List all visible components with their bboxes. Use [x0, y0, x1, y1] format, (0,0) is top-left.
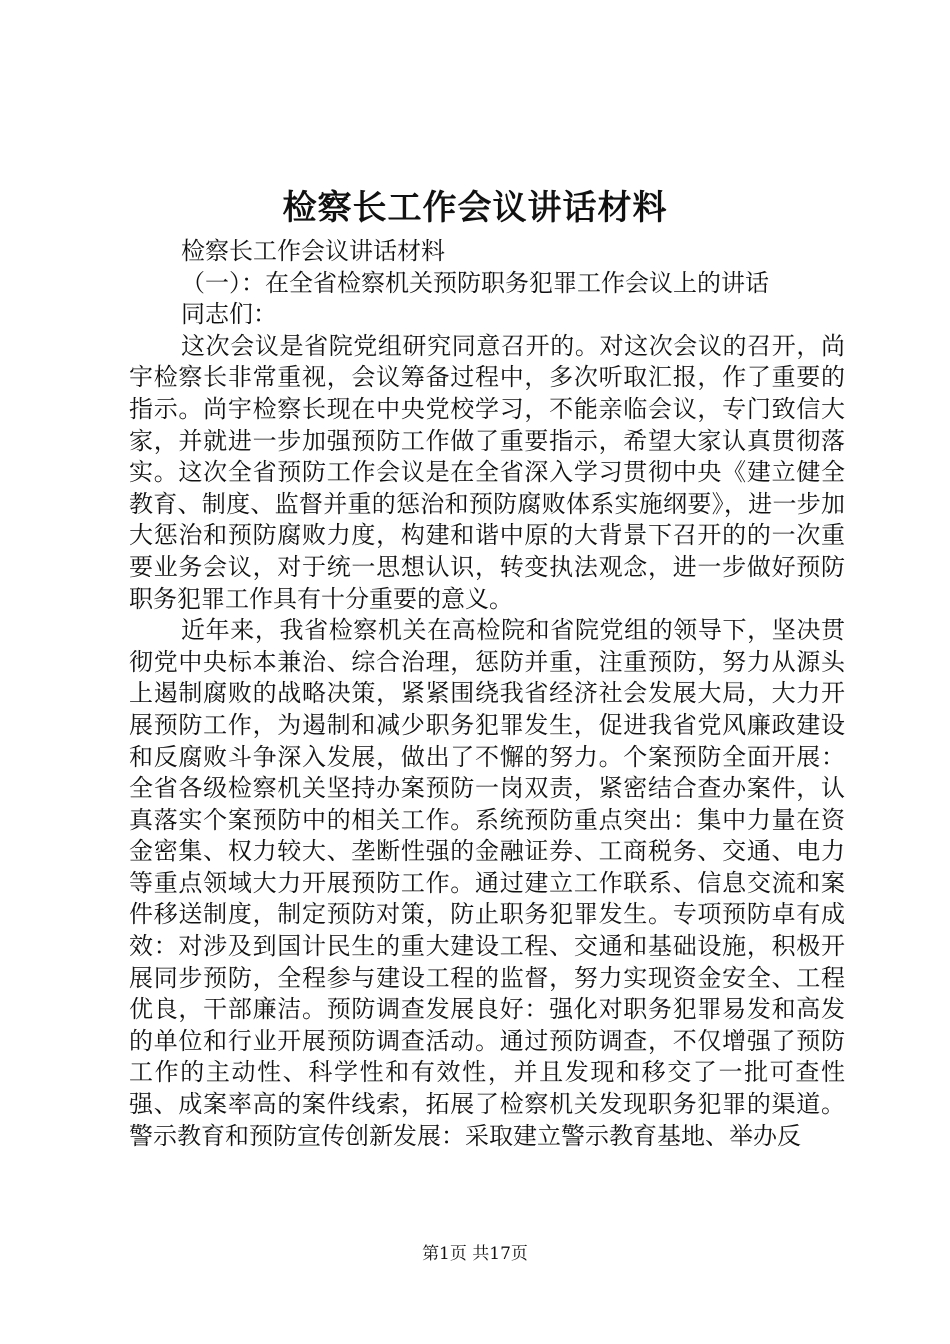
document-body [129, 236, 845, 1152]
body-paragraph: 这次会议是省院党组研究同意召开的。对这次会议的召开，尚宇检察长非常重视，会议筹备过程中，多次听取汇报，作了重要的指示。尚宇检察长现在中央党校学习，不能亲临会议，专门致信大家，并就进一步加强预防工作做了重要指示，希望大家认真贯彻落实。这次全省预防工作会议是在全省深入学习贯彻中央《建立健全教育、制度、监督并重的惩治和预防腐败体系实施纲要》，进一步加大惩治和预防腐败力度，构建和谐中原的大背景下召开的的一次重要业务会议，对于统一思想认识，转变执法观念，进一步做好预防职务犯罪工作具有十分重要的意义。 [129, 331, 845, 613]
page-footer: 第1页 共17页 [422, 1244, 528, 1264]
salutation: 同志们： [181, 300, 277, 329]
body-paragraph: 近年来，我省检察机关在高检院和省院党组的领导下，坚决贯彻党中央标本兼治、综合治理，惩防并重，注重预防，努力从源头上遏制腐败的战略决策，紧紧围绕我省经济社会发展大局，大力开展预防工作，为遏制和减少职务犯罪发生，促进我省党风廉政建设和反腐败斗争深入发展，做出了不懈的努力。个案预防全面开展：全省各级检察机关坚持办案预防一岗双责，紧密结合查办案件，认真落实个案预防中的相关工作。系统预防重点突出：集中力量在资金密集、权力较大、垄断性强的金融证券、工商税务、交通、电力等重点领域大力开展预防工作。通过建立工作联系、信息交流和案件移送制度，制定预防对策，防止职务犯罪发生。专项预防卓有成效：对涉及到国计民生的重大建设工程、交通和基础设施，积极开展同步预防，全程参与建设工程的监督，努力实现资金安全、工程优良，干部廉洁。预防调查发展良好：强化对职务犯罪易发和高发的单位和行业开展预防调查活动。通过预防调查，不仅增强了预防工作的主动性、科学性和有效性，并且发现和移交了一批可查性强、成案率高的案件线索，拓展了检察机关发现职务犯罪的渠道。警示教育和预防宣传创新发展：采取建立警示教育基地、举办反 [129, 616, 845, 1150]
document-title: 检察长工作会议讲话材料 [282, 188, 668, 228]
section-heading: （一）：在全省检察机关预防职务犯罪工作会议上的讲话 [181, 268, 769, 297]
subtitle-paragraph: 检察长工作会议讲话材料 [181, 237, 445, 265]
